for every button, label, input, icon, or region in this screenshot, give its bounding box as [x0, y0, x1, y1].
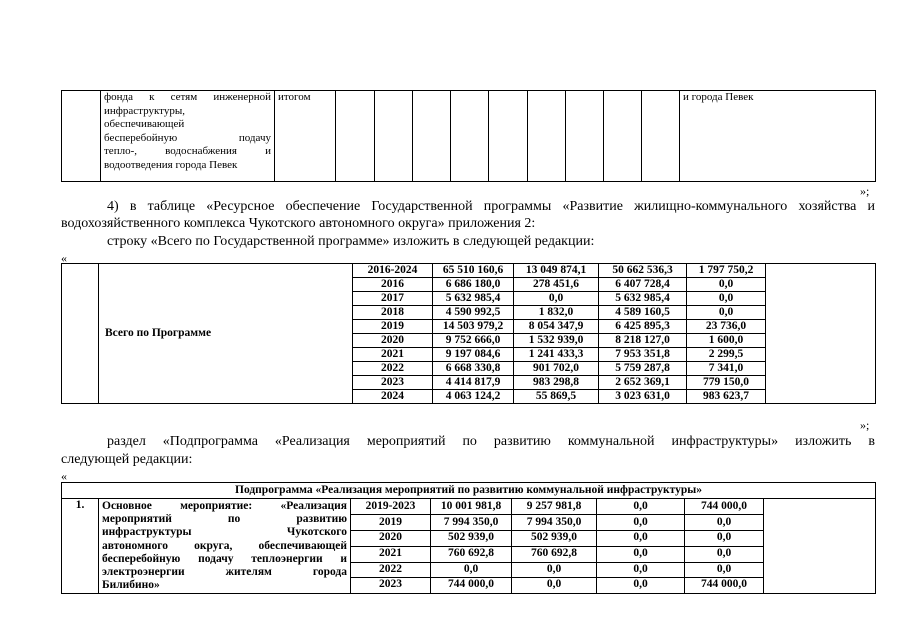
paragraph-line: водохозяйственного комплекса Чукотского автономного округа» приложения 2: — [61, 216, 536, 231]
table-fragment-top — [61, 90, 876, 182]
value-cell: 0,0 — [687, 306, 766, 320]
value-cell: 6 425 895,3 — [599, 320, 687, 334]
empty-cell — [375, 91, 413, 182]
opening-quote: « — [61, 469, 67, 483]
year-cell: 2019-2023 — [351, 499, 431, 515]
value-cell: 0,0 — [431, 562, 512, 578]
value-cell: 0,0 — [685, 546, 764, 562]
value-cell: 278 451,6 — [514, 278, 599, 292]
value-cell: 7 341,0 — [687, 362, 766, 376]
value-cell: 744 000,0 — [685, 578, 764, 594]
value-cell: 6 407 728,4 — [599, 278, 687, 292]
value-cell: 0,0 — [597, 578, 685, 594]
value-cell: 13 049 874,1 — [514, 264, 599, 278]
year-cell: 2019 — [351, 514, 431, 530]
paragraph-line: раздел «Подпрограмма «Реализация мероприятий по развитию коммунальной инфраструктуры» изложить в — [107, 434, 875, 449]
desc-line: фонда к сетям инженерной — [104, 91, 271, 103]
value-cell: 2 652 369,1 — [599, 376, 687, 390]
paragraph-line: строку «Всего по Государственной программе» изложить в следующей редакции: — [107, 234, 595, 249]
value-cell: 65 510 160,6 — [433, 264, 514, 278]
table-row — [62, 483, 876, 499]
value-cell: 4 590 992,5 — [433, 306, 514, 320]
value-cell: 55 869,5 — [514, 390, 599, 404]
value-cell: 6 668 330,8 — [433, 362, 514, 376]
value-cell: 0,0 — [685, 530, 764, 546]
measure-description — [99, 499, 351, 594]
desc-line: Основное мероприятие: «Реализация — [102, 500, 347, 512]
value-cell: 0,0 — [685, 562, 764, 578]
value-cell: 4 414 817,9 — [433, 376, 514, 390]
value-cell: 7 953 351,8 — [599, 348, 687, 362]
closing-quote: »; — [860, 184, 870, 198]
value-cell: 10 001 981,8 — [431, 499, 512, 515]
year-cell: 2022 — [353, 362, 433, 376]
subprogram-header: Подпрограмма «Реализация мероприятий по развитию коммунальной инфраструктуры» — [62, 483, 876, 499]
year-cell: 2023 — [353, 376, 433, 390]
value-cell: 8 218 127,0 — [599, 334, 687, 348]
value-cell: 1 797 750,2 — [687, 264, 766, 278]
table-row — [62, 499, 876, 515]
value-cell: 3 023 631,0 — [599, 390, 687, 404]
closing-quote: »; — [860, 418, 870, 432]
desc-line: Билибино» — [102, 579, 160, 592]
table-row — [62, 91, 876, 182]
value-cell: 0,0 — [597, 546, 685, 562]
paragraph-line: следующей редакции: — [61, 452, 193, 467]
value-cell: 1 532 939,0 — [514, 334, 599, 348]
value-cell: 1 600,0 — [687, 334, 766, 348]
value-cell: 9 197 084,6 — [433, 348, 514, 362]
value-cell: 1 241 433,3 — [514, 348, 599, 362]
row-number: 1. — [62, 499, 99, 594]
value-cell: 0,0 — [687, 278, 766, 292]
value-cell: 502 939,0 — [431, 530, 512, 546]
value-cell: 0,0 — [597, 562, 685, 578]
subprogram-table — [61, 482, 876, 594]
year-cell: 2021 — [351, 546, 431, 562]
value-cell: 901 702,0 — [514, 362, 599, 376]
empty-cell — [566, 91, 604, 182]
empty-cell — [528, 91, 566, 182]
value-cell: 7 994 350,0 — [431, 514, 512, 530]
value-cell: 1 832,0 — [514, 306, 599, 320]
value-cell: 0,0 — [597, 499, 685, 515]
executor-cell: и города Певек — [680, 91, 876, 182]
desc-line: бесперебойную подачу теплоэнергии и — [102, 552, 347, 565]
desc-line: тепло-, водоснабжения и — [104, 145, 271, 157]
value-cell: 4 063 124,2 — [433, 390, 514, 404]
year-cell: 2024 — [353, 390, 433, 404]
value-cell: 4 589 160,5 — [599, 306, 687, 320]
value-cell: 744 000,0 — [685, 499, 764, 515]
year-cell: 2016 — [353, 278, 433, 292]
value-cell: 5 759 287,8 — [599, 362, 687, 376]
desc-line: мероприятий по развитию — [102, 513, 347, 526]
year-cell: 2020 — [353, 334, 433, 348]
value-cell: 0,0 — [685, 514, 764, 530]
empty-cell — [489, 91, 528, 182]
value-cell: 0,0 — [597, 530, 685, 546]
value-cell: 0,0 — [512, 562, 597, 578]
total-program-table — [61, 263, 876, 404]
year-cell: 2023 — [351, 578, 431, 594]
value-cell: 744 000,0 — [431, 578, 512, 594]
year-cell: 2022 — [351, 562, 431, 578]
empty-cell — [62, 91, 101, 182]
value-cell: 983 623,7 — [687, 390, 766, 404]
value-cell: 5 632 985,4 — [599, 292, 687, 306]
value-cell: 8 054 347,9 — [514, 320, 599, 334]
table-row — [62, 264, 876, 278]
year-cell: 2017 — [353, 292, 433, 306]
value-cell: 9 752 666,0 — [433, 334, 514, 348]
empty-cell — [62, 264, 99, 404]
value-cell: 779 150,0 — [687, 376, 766, 390]
itogom-cell: итогом — [275, 91, 336, 182]
paragraph-line: 4) в таблице «Ресурсное обеспечение Государственной программы «Развитие жилищно-коммунального хозяйства и — [107, 199, 875, 214]
total-label: Всего по Программе — [99, 264, 353, 404]
desc-line: бесперебойную подачу — [104, 131, 271, 144]
desc-line: обеспечивающей — [104, 118, 185, 130]
year-cell: 2016-2024 — [353, 264, 433, 278]
year-cell: 2019 — [353, 320, 433, 334]
empty-cell — [764, 499, 876, 594]
desc-line: автономного округа, обеспечивающей — [102, 539, 347, 552]
value-cell: 0,0 — [597, 514, 685, 530]
empty-cell — [413, 91, 451, 182]
empty-cell — [642, 91, 680, 182]
empty-cell — [766, 264, 876, 404]
empty-cell — [451, 91, 489, 182]
measure-description — [101, 91, 275, 182]
value-cell: 760 692,8 — [431, 546, 512, 562]
desc-line: инфраструктуры, — [104, 104, 185, 117]
value-cell: 983 298,8 — [514, 376, 599, 390]
value-cell: 7 994 350,0 — [512, 514, 597, 530]
value-cell: 0,0 — [514, 292, 599, 306]
value-cell: 0,0 — [512, 578, 597, 594]
value-cell: 6 686 180,0 — [433, 278, 514, 292]
value-cell: 2 299,5 — [687, 348, 766, 362]
value-cell: 14 503 979,2 — [433, 320, 514, 334]
value-cell: 760 692,8 — [512, 546, 597, 562]
year-cell: 2020 — [351, 530, 431, 546]
empty-cell — [336, 91, 375, 182]
desc-line: инфраструктуры Чукотского — [102, 526, 347, 539]
desc-line: водоотведения города Певек — [104, 158, 238, 171]
value-cell: 0,0 — [687, 292, 766, 306]
value-cell: 23 736,0 — [687, 320, 766, 334]
year-cell: 2021 — [353, 348, 433, 362]
opening-quote: « — [61, 251, 67, 265]
value-cell: 50 662 536,3 — [599, 264, 687, 278]
value-cell: 5 632 985,4 — [433, 292, 514, 306]
value-cell: 9 257 981,8 — [512, 499, 597, 515]
year-cell: 2018 — [353, 306, 433, 320]
empty-cell — [604, 91, 642, 182]
value-cell: 502 939,0 — [512, 530, 597, 546]
desc-line: электроэнергии жителям города — [102, 566, 347, 579]
